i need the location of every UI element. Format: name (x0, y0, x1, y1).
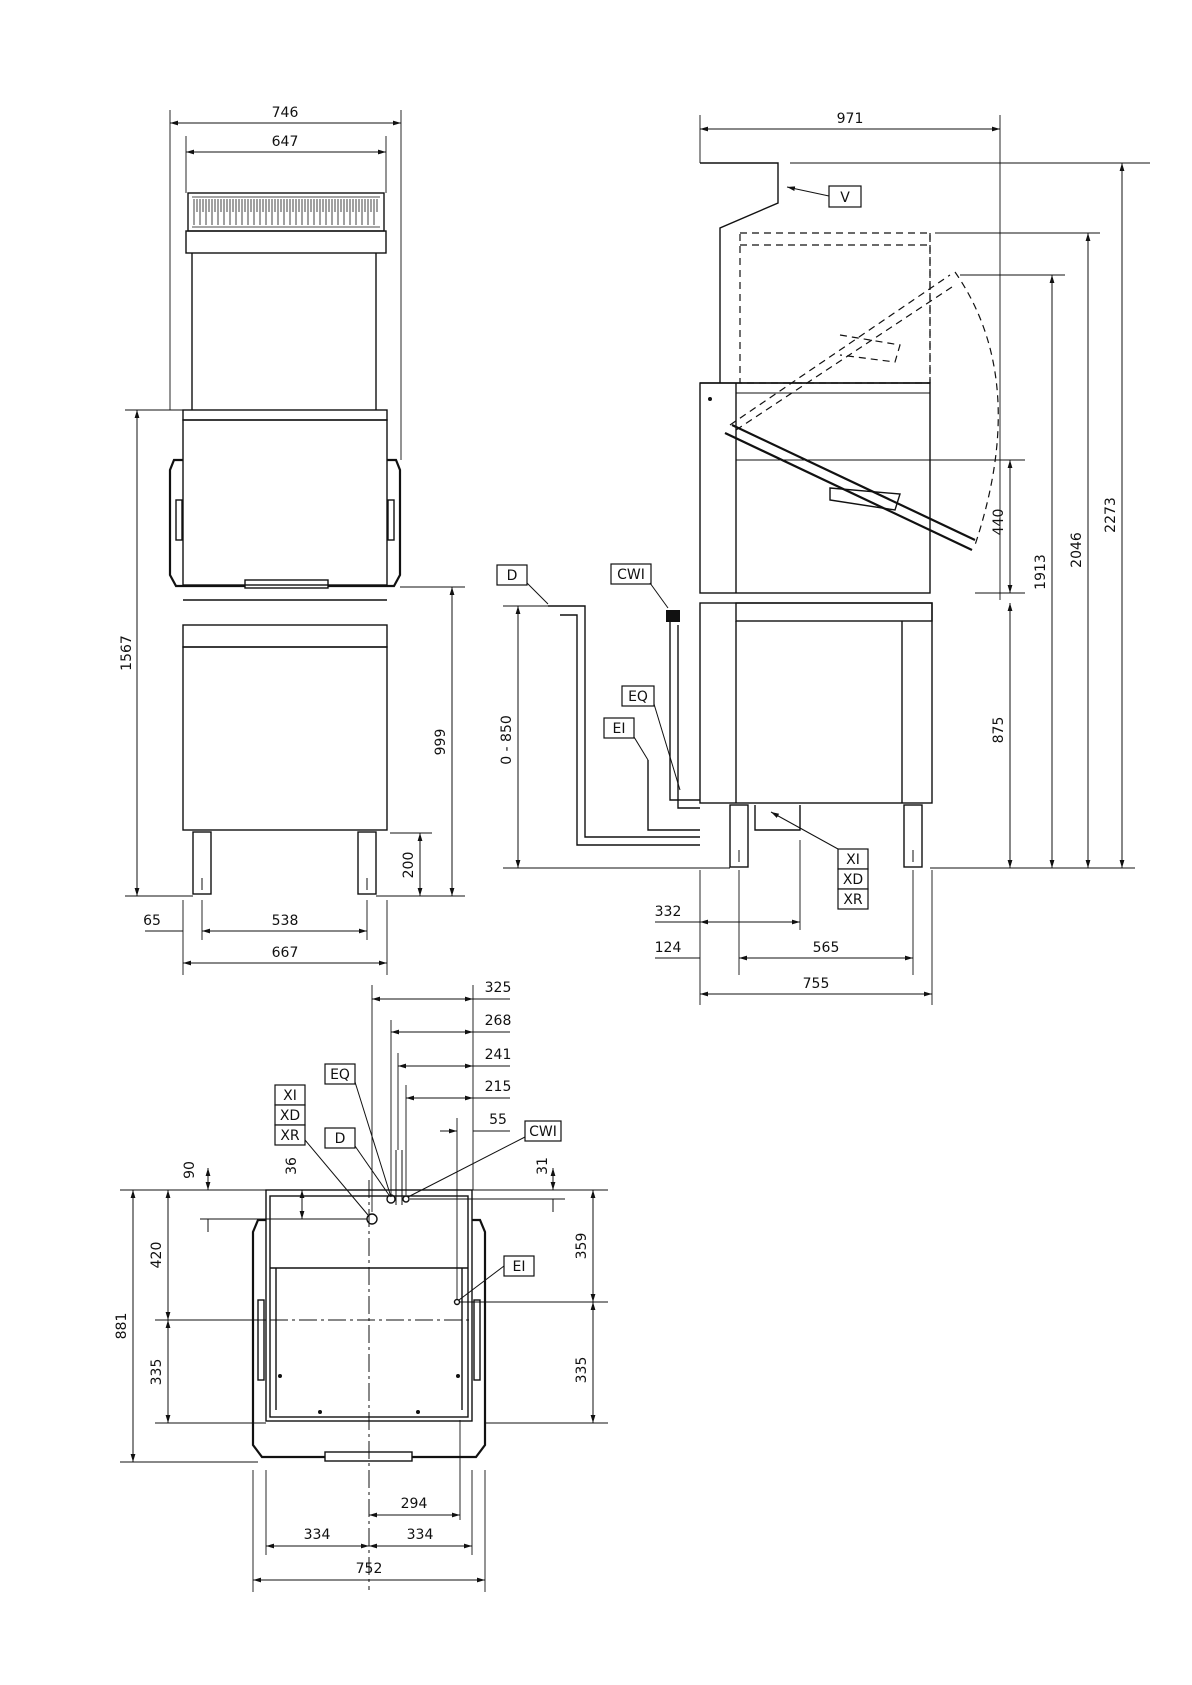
side-dim-1913: 1913 (1033, 554, 1049, 590)
svg-text:EQ: EQ (628, 689, 648, 705)
svg-text:XR: XR (280, 1128, 300, 1144)
svg-text:EI: EI (612, 721, 626, 737)
svg-text:EI: EI (512, 1259, 526, 1275)
svg-text:XI: XI (283, 1088, 297, 1104)
plan-dim-420: 420 (149, 1241, 165, 1269)
tag-electrical (604, 718, 648, 760)
front-dim-65: 65 (143, 913, 161, 929)
tag-drain (497, 565, 548, 604)
side-dim-2046: 2046 (1069, 532, 1085, 568)
plan-dim-55: 55 (489, 1112, 507, 1128)
svg-text:CWI: CWI (617, 567, 645, 583)
plan-dim-31: 31 (535, 1157, 551, 1175)
svg-text:D: D (334, 1131, 346, 1147)
plan-tag-electrical (459, 1256, 534, 1300)
plan-dim-335-right: 335 (574, 1356, 590, 1384)
side-dim-875: 875 (991, 716, 1007, 744)
tag-xi-xd-xr (771, 812, 868, 909)
svg-text:EQ: EQ (330, 1067, 350, 1083)
plan-dim-335-left: 335 (149, 1358, 165, 1386)
hood-grille (192, 197, 380, 227)
svg-text:CWI: CWI (529, 1124, 557, 1140)
side-dim-332: 332 (654, 904, 682, 920)
side-dim-565: 565 (812, 940, 840, 956)
plan-dim-334-left: 334 (303, 1527, 331, 1543)
front-dim-999: 999 (433, 728, 449, 756)
plan-dim-294: 294 (400, 1496, 428, 1512)
side-dim-440: 440 (991, 508, 1007, 536)
plan-dim-325: 325 (484, 980, 512, 996)
front-view (119, 105, 465, 975)
front-dim-1567: 1567 (119, 635, 135, 671)
plan-view (114, 980, 608, 1592)
plan-dim-334-right: 334 (406, 1527, 434, 1543)
side-dim-971: 971 (836, 111, 864, 127)
front-dim-647: 647 (271, 134, 299, 150)
svg-text:D: D (506, 568, 518, 584)
plan-dim-90: 90 (182, 1161, 198, 1179)
svg-text:XD: XD (842, 872, 864, 888)
side-dim-2273: 2273 (1103, 497, 1119, 533)
tag-cold-water (611, 564, 668, 608)
side-dim-0-850: 0 - 850 (499, 715, 515, 765)
plan-dim-359: 359 (574, 1232, 590, 1260)
front-dim-200: 200 (401, 851, 417, 879)
plan-dim-215: 215 (484, 1079, 512, 1095)
front-dim-538: 538 (271, 913, 299, 929)
side-view (497, 111, 1150, 1005)
svg-text:XI: XI (846, 852, 860, 868)
front-dim-746: 746 (271, 105, 299, 121)
side-dim-124: 124 (654, 940, 682, 956)
plan-dim-241: 241 (484, 1047, 512, 1063)
svg-text:XD: XD (279, 1108, 301, 1124)
side-dim-755: 755 (802, 976, 830, 992)
tag-vent (787, 186, 861, 207)
svg-text:V: V (840, 190, 850, 206)
plan-dim-36: 36 (284, 1157, 300, 1175)
plan-dim-881: 881 (114, 1312, 130, 1340)
plan-dim-752: 752 (355, 1561, 383, 1577)
front-dim-667: 667 (271, 945, 299, 961)
plan-dim-268: 268 (484, 1013, 512, 1029)
svg-text:XR: XR (843, 892, 863, 908)
